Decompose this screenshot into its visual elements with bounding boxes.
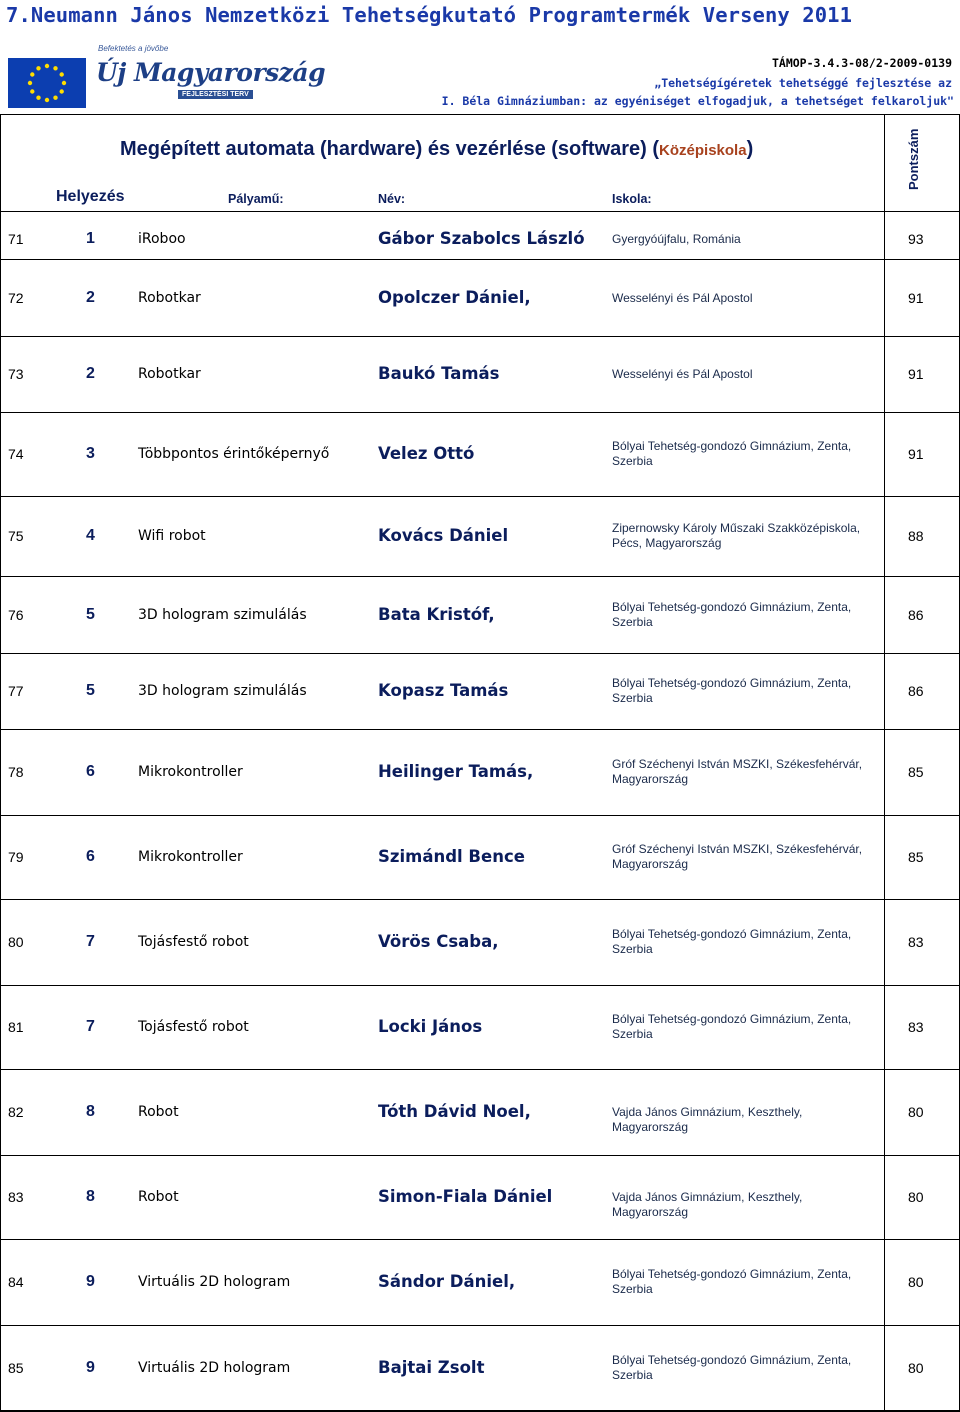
project-id: TÁMOP-3.4.3-08/2-2009-0139 bbox=[771, 56, 952, 70]
column-header-helyezes: Helyezés bbox=[56, 188, 125, 205]
row-score: 85 bbox=[908, 764, 924, 780]
row-school: Wesselényi és Pál Apostol bbox=[612, 291, 753, 305]
row-contestant-name: Szimándl Bence bbox=[378, 847, 525, 866]
category-main: Megépített automata (hardware) és vezérlése (software) ( bbox=[120, 138, 660, 160]
eu-flag-icon bbox=[8, 58, 86, 108]
table-row bbox=[0, 1240, 960, 1326]
project-subtitle-line2: I. Béla Gimnáziumban: az egyéniséget elfogadjuk, a tehetséget felkaroljuk" bbox=[441, 94, 954, 108]
table-row bbox=[0, 260, 960, 337]
row-score: 86 bbox=[908, 683, 924, 699]
row-school: Bólyai Tehetség-gondozó Gimnázium, Zenta, Szerbia bbox=[612, 600, 852, 629]
row-contestant-name: Sándor Dániel, bbox=[378, 1272, 516, 1291]
row-rank: 7 bbox=[86, 1018, 95, 1035]
row-score: 80 bbox=[908, 1104, 924, 1120]
row-score: 80 bbox=[908, 1274, 924, 1290]
row-work-title: Robot bbox=[138, 1189, 179, 1205]
row-school: Wesselényi és Pál Apostol bbox=[612, 367, 753, 381]
row-score: 80 bbox=[908, 1189, 924, 1205]
row-score: 91 bbox=[908, 366, 924, 382]
row-number: 71 bbox=[8, 231, 24, 247]
row-number: 72 bbox=[8, 290, 24, 306]
table-row bbox=[0, 816, 960, 900]
row-number: 77 bbox=[8, 683, 24, 699]
umft-logo-name: Új Magyarország bbox=[96, 58, 326, 87]
row-work-title: Tojásfestő robot bbox=[138, 1019, 249, 1035]
row-school: Bólyai Tehetség-gondozó Gimnázium, Zenta, Szerbia bbox=[612, 1353, 852, 1382]
row-school: Gróf Széchenyi István MSZKI, Székesfehérvár, Magyarország bbox=[612, 757, 863, 786]
row-number: 81 bbox=[8, 1019, 24, 1035]
row-contestant-name: Bajtai Zsolt bbox=[378, 1358, 485, 1377]
table-row bbox=[0, 212, 960, 260]
column-header-palyamu: Pályamű: bbox=[228, 192, 284, 206]
row-school: Bólyai Tehetség-gondozó Gimnázium, Zenta, Szerbia bbox=[612, 1012, 852, 1041]
row-number: 80 bbox=[8, 934, 24, 950]
row-rank: 2 bbox=[86, 365, 95, 382]
row-school: Bólyai Tehetség-gondozó Gimnázium, Zenta, Szerbia bbox=[612, 676, 852, 705]
umft-logo-sub: FEJLESZTÉSI TERV bbox=[178, 90, 253, 99]
column-header-nev: Név: bbox=[378, 192, 406, 206]
row-contestant-name: Kopasz Tamás bbox=[378, 681, 509, 700]
row-score: 88 bbox=[908, 528, 924, 544]
row-school: Gyergyóújfalu, Románia bbox=[612, 232, 741, 246]
row-number: 76 bbox=[8, 607, 24, 623]
row-contestant-name: Simon-Fiala Dániel bbox=[378, 1187, 553, 1206]
row-school: Gróf Széchenyi István MSZKI, Székesfehérvár, Magyarország bbox=[612, 842, 863, 871]
table-row bbox=[0, 986, 960, 1070]
logo-area bbox=[8, 44, 326, 106]
table-header bbox=[0, 114, 960, 212]
table-row bbox=[0, 654, 960, 730]
row-rank: 1 bbox=[86, 230, 95, 247]
row-score: 83 bbox=[908, 1019, 924, 1035]
row-work-title: Virtuális 2D hologram bbox=[138, 1274, 291, 1290]
row-school: Bólyai Tehetség-gondozó Gimnázium, Zenta, Szerbia bbox=[612, 439, 852, 468]
table-row bbox=[0, 1156, 960, 1240]
row-work-title: 3D hologram szimulálás bbox=[138, 683, 307, 699]
table-row bbox=[0, 497, 960, 577]
page-title: 7.Neumann János Nemzetközi Tehetségkutató Programtermék Verseny 2011 bbox=[6, 3, 853, 27]
row-school: Bólyai Tehetség-gondozó Gimnázium, Zenta, Szerbia bbox=[612, 1267, 852, 1296]
project-subtitle-line1: „Tehetségígéretek tehetséggé fejlesztése az bbox=[654, 76, 952, 90]
row-number: 79 bbox=[8, 849, 24, 865]
row-score: 85 bbox=[908, 849, 924, 865]
column-header-iskola: Iskola: bbox=[612, 192, 652, 206]
row-score: 80 bbox=[908, 1360, 924, 1376]
category-title bbox=[120, 138, 753, 161]
row-number: 73 bbox=[8, 366, 24, 382]
row-contestant-name: Kovács Dániel bbox=[378, 526, 509, 545]
row-number: 78 bbox=[8, 764, 24, 780]
row-work-title: Robot bbox=[138, 1104, 179, 1120]
row-work-title: iRoboo bbox=[138, 231, 186, 247]
row-number: 83 bbox=[8, 1189, 24, 1205]
table-row bbox=[0, 577, 960, 654]
category-close: ) bbox=[746, 138, 754, 160]
row-contestant-name: Heilinger Tamás, bbox=[378, 762, 534, 781]
row-work-title: Mikrokontroller bbox=[138, 849, 243, 865]
row-work-title: Wifi robot bbox=[138, 528, 206, 544]
row-work-title: Robotkar bbox=[138, 290, 201, 306]
row-score: 91 bbox=[908, 446, 924, 462]
row-score: 93 bbox=[908, 231, 924, 247]
row-contestant-name: Vörös Csaba, bbox=[378, 932, 499, 951]
row-rank: 8 bbox=[86, 1188, 95, 1205]
row-work-title: Mikrokontroller bbox=[138, 764, 243, 780]
table-row bbox=[0, 730, 960, 816]
row-work-title: 3D hologram szimulálás bbox=[138, 607, 307, 623]
row-rank: 6 bbox=[86, 763, 95, 780]
row-number: 75 bbox=[8, 528, 24, 544]
row-rank: 3 bbox=[86, 445, 95, 462]
row-rank: 6 bbox=[86, 848, 95, 865]
table-row bbox=[0, 413, 960, 497]
row-contestant-name: Velez Ottó bbox=[378, 444, 475, 463]
table-row bbox=[0, 1326, 960, 1411]
eu-flag-stars bbox=[8, 58, 86, 108]
row-work-title: Tojásfestő robot bbox=[138, 934, 249, 950]
row-rank: 9 bbox=[86, 1273, 95, 1290]
row-number: 84 bbox=[8, 1274, 24, 1290]
column-header-pontszam: Pontszám bbox=[906, 128, 921, 190]
row-school: Zipernowsky Károly Műszaki Szakközépiskola, Pécs, Magyarország bbox=[612, 521, 861, 550]
row-number: 74 bbox=[8, 446, 24, 462]
row-work-title: Robotkar bbox=[138, 366, 201, 382]
table-row bbox=[0, 900, 960, 986]
row-contestant-name: Opolczer Dániel, bbox=[378, 288, 531, 307]
row-contestant-name: Baukó Tamás bbox=[378, 364, 500, 383]
row-contestant-name: Bata Kristóf, bbox=[378, 605, 495, 624]
row-rank: 8 bbox=[86, 1103, 95, 1120]
row-number: 82 bbox=[8, 1104, 24, 1120]
row-work-title: Többpontos érintőképernyő bbox=[138, 446, 330, 462]
row-number: 85 bbox=[8, 1360, 24, 1376]
row-work-title: Virtuális 2D hologram bbox=[138, 1360, 291, 1376]
table-row bbox=[0, 337, 960, 413]
row-rank: 4 bbox=[86, 527, 95, 544]
row-rank: 2 bbox=[86, 289, 95, 306]
row-school: Vajda János Gimnázium, Keszthely, Magyarország bbox=[612, 1190, 803, 1219]
row-score: 83 bbox=[908, 934, 924, 950]
row-rank: 7 bbox=[86, 933, 95, 950]
row-score: 86 bbox=[908, 607, 924, 623]
row-rank: 5 bbox=[86, 606, 95, 623]
row-school: Bólyai Tehetség-gondozó Gimnázium, Zenta, Szerbia bbox=[612, 927, 852, 956]
row-contestant-name: Tóth Dávid Noel, bbox=[378, 1102, 531, 1121]
umft-tagline: Befektetés a jövőbe bbox=[98, 44, 169, 53]
row-rank: 9 bbox=[86, 1359, 95, 1376]
row-contestant-name: Locki János bbox=[378, 1017, 483, 1036]
row-contestant-name: Gábor Szabolcs László bbox=[378, 229, 585, 248]
row-school: Vajda János Gimnázium, Keszthely, Magyarország bbox=[612, 1105, 803, 1134]
row-rank: 5 bbox=[86, 682, 95, 699]
row-score: 91 bbox=[908, 290, 924, 306]
category-level: Középiskola bbox=[659, 142, 747, 159]
table-body bbox=[0, 212, 960, 1411]
table-row bbox=[0, 1070, 960, 1156]
